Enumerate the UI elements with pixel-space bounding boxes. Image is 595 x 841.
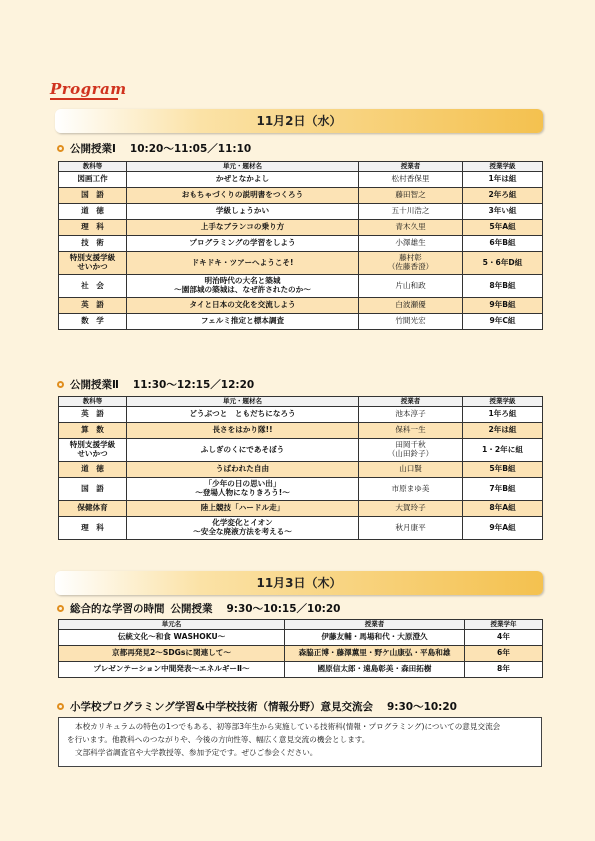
table-row bbox=[59, 501, 543, 517]
session1-heading bbox=[57, 141, 251, 156]
cell-title: 長さをはかり隊!! bbox=[127, 423, 359, 439]
session4-title: 小学校プログラミング学習&中学校技術（情報分野）意見交流会 bbox=[70, 701, 373, 713]
cell-title: 陸上競技「ハードル走」 bbox=[127, 501, 359, 517]
day1-title: 11月2日（水） bbox=[256, 114, 342, 128]
table-row bbox=[59, 188, 543, 204]
column-header: 教科等 bbox=[59, 397, 127, 407]
table-row bbox=[59, 204, 543, 220]
cell-teacher: 片山和政 bbox=[359, 275, 463, 298]
cell-title: かぜとなかよし bbox=[127, 172, 359, 188]
cell-class: 2年ろ組 bbox=[463, 188, 543, 204]
note-line: を行います。他教科へのつながりや、今後の方向性等、幅広く意見交流の機会とします。 bbox=[67, 735, 370, 744]
cell-title: 京都再発見2〜SDGsに関連して〜 bbox=[59, 646, 285, 662]
cell-subject: 英 語 bbox=[59, 298, 127, 314]
cell-class: 8年A組 bbox=[463, 501, 543, 517]
cell-title: プログラミングの学習をしよう bbox=[127, 236, 359, 252]
table-row bbox=[59, 517, 543, 540]
cell-title: プレゼンテーション中間発表〜エネルギーⅡ〜 bbox=[59, 662, 285, 678]
cell-class: 9年B組 bbox=[463, 298, 543, 314]
table-header-row bbox=[59, 397, 543, 407]
cell-title: フェルミ推定と標本調査 bbox=[127, 314, 359, 330]
cell-teacher: 竹間光宏 bbox=[359, 314, 463, 330]
cell-teacher: 保科一生 bbox=[359, 423, 463, 439]
circle-bullet-icon bbox=[57, 145, 64, 152]
cell-grade: 4年 bbox=[465, 630, 543, 646]
program-heading: Program bbox=[50, 80, 127, 98]
column-header: 単元名 bbox=[59, 620, 285, 630]
cell-title: ふしぎのくにであそぼう bbox=[127, 439, 359, 462]
note-line: 文部科学省調査官や大学教授等、参加予定です。ぜひご参会ください。 bbox=[75, 748, 318, 757]
cell-title: 学級しょうかい bbox=[127, 204, 359, 220]
session2-time: 11:30〜12:15／12:20 bbox=[132, 379, 255, 391]
cell-teacher: 小澤雄生 bbox=[359, 236, 463, 252]
table-row bbox=[59, 407, 543, 423]
table-row bbox=[59, 220, 543, 236]
cell-subject: 保健体育 bbox=[59, 501, 127, 517]
table-row bbox=[59, 172, 543, 188]
session1-time: 10:20〜11:05／11:10 bbox=[129, 143, 252, 155]
cell-class: 5・6年D組 bbox=[463, 252, 543, 275]
session3-table bbox=[58, 619, 543, 678]
table-row bbox=[59, 252, 543, 275]
column-header: 単元・題材名 bbox=[127, 162, 359, 172]
session4-time: 9:30〜10:20 bbox=[386, 701, 457, 713]
cell-subject: 理 科 bbox=[59, 517, 127, 540]
cell-subject: 英 語 bbox=[59, 407, 127, 423]
table-row bbox=[59, 236, 543, 252]
cell-title: うばわれた自由 bbox=[127, 462, 359, 478]
cell-title: どうぶつと ともだちになろう bbox=[127, 407, 359, 423]
circle-bullet-icon bbox=[57, 605, 64, 612]
cell-class: 1年は組 bbox=[463, 172, 543, 188]
table-row bbox=[59, 662, 543, 678]
table-header-row bbox=[59, 162, 543, 172]
table-row bbox=[59, 439, 543, 462]
cell-teacher: 藤田智之 bbox=[359, 188, 463, 204]
cell-teacher: 田岡千秋 （山田鈴子） bbox=[359, 439, 463, 462]
table-row bbox=[59, 314, 543, 330]
cell-teacher: 大賀玲子 bbox=[359, 501, 463, 517]
session1-title: 公開授業Ⅰ bbox=[70, 143, 116, 155]
cell-class: 9年C組 bbox=[463, 314, 543, 330]
session3-time: 9:30〜10:15／10:20 bbox=[226, 603, 341, 615]
column-header: 授業学級 bbox=[463, 162, 543, 172]
cell-teacher: 松村香保里 bbox=[359, 172, 463, 188]
cell-grade: 6年 bbox=[465, 646, 543, 662]
cell-subject: 数 学 bbox=[59, 314, 127, 330]
session2-heading bbox=[57, 377, 254, 392]
cell-class: 9年A組 bbox=[463, 517, 543, 540]
table-header-row bbox=[59, 620, 543, 630]
cell-subject: 特別支援学級 せいかつ bbox=[59, 252, 127, 275]
cell-class: 7年B組 bbox=[463, 478, 543, 501]
cell-teacher: 青木久里 bbox=[359, 220, 463, 236]
session3-heading bbox=[57, 601, 340, 616]
cell-class: 8年B組 bbox=[463, 275, 543, 298]
cell-title: おもちゃづくりの説明書をつくろう bbox=[127, 188, 359, 204]
cell-teacher: 國原信太郎・遠島彰美・森田拓樹 bbox=[285, 662, 465, 678]
cell-title: 伝統文化〜和食 WASHOKU〜 bbox=[59, 630, 285, 646]
cell-subject: 特別支援学級 せいかつ bbox=[59, 439, 127, 462]
cell-subject: 道 徳 bbox=[59, 204, 127, 220]
session1-table bbox=[58, 161, 543, 330]
day1-banner bbox=[55, 109, 543, 133]
cell-teacher: 藤村彰 （佐藤香澄） bbox=[359, 252, 463, 275]
cell-subject: 国 語 bbox=[59, 188, 127, 204]
table-row bbox=[59, 646, 543, 662]
table-row bbox=[59, 630, 543, 646]
column-header: 授業学級 bbox=[463, 397, 543, 407]
cell-teacher: 山口賢 bbox=[359, 462, 463, 478]
session3-subtitle: 公開授業 bbox=[170, 603, 213, 615]
cell-title: 化学変化とイオン 〜安全な廃液方法を考える〜 bbox=[127, 517, 359, 540]
table-row bbox=[59, 423, 543, 439]
cell-class: 6年B組 bbox=[463, 236, 543, 252]
column-header: 授業学年 bbox=[465, 620, 543, 630]
cell-teacher: 五十川浩之 bbox=[359, 204, 463, 220]
column-header: 授業者 bbox=[285, 620, 465, 630]
circle-bullet-icon bbox=[57, 703, 64, 710]
cell-teacher: 森脇正博・藤澤薫里・野ケ山康弘・平島和雄 bbox=[285, 646, 465, 662]
day2-title: 11月3日（木） bbox=[256, 576, 342, 590]
cell-teacher: 伊藤友輔・馬場和代・大原澄久 bbox=[285, 630, 465, 646]
cell-class: 5年B組 bbox=[463, 462, 543, 478]
cell-subject: 国 語 bbox=[59, 478, 127, 501]
cell-subject: 算 数 bbox=[59, 423, 127, 439]
session4-note bbox=[58, 717, 542, 767]
cell-title: タイと日本の文化を交流しよう bbox=[127, 298, 359, 314]
cell-subject: 図画工作 bbox=[59, 172, 127, 188]
session2-title: 公開授業Ⅱ bbox=[70, 379, 119, 391]
day2-banner bbox=[55, 571, 543, 595]
table-row bbox=[59, 298, 543, 314]
column-header: 単元・題材名 bbox=[127, 397, 359, 407]
table-row bbox=[59, 478, 543, 501]
cell-title: 「少年の日の思い出」 〜登場人物になりきろう!〜 bbox=[127, 478, 359, 501]
cell-subject: 理 科 bbox=[59, 220, 127, 236]
cell-class: 3年い組 bbox=[463, 204, 543, 220]
column-header: 教科等 bbox=[59, 162, 127, 172]
column-header: 授業者 bbox=[359, 397, 463, 407]
table-row bbox=[59, 275, 543, 298]
cell-class: 1・2年に組 bbox=[463, 439, 543, 462]
cell-class: 2年は組 bbox=[463, 423, 543, 439]
column-header: 授業者 bbox=[359, 162, 463, 172]
cell-class: 1年ろ組 bbox=[463, 407, 543, 423]
cell-title: ドキドキ・ツアーへようこそ! bbox=[127, 252, 359, 275]
cell-subject: 技 術 bbox=[59, 236, 127, 252]
cell-class: 5年A組 bbox=[463, 220, 543, 236]
cell-teacher: 市原まゆ美 bbox=[359, 478, 463, 501]
note-line: 本校カリキュラムの特色の1つでもある、初等部3年生から実施している技術科(情報・プログラミング)についての意見交流会 bbox=[75, 722, 501, 731]
cell-title: 上手なブランコの乗り方 bbox=[127, 220, 359, 236]
cell-teacher: 池本淳子 bbox=[359, 407, 463, 423]
cell-title: 明治時代の大名と築城 〜園部城の築城は、なぜ許されたのか〜 bbox=[127, 275, 359, 298]
cell-teacher: 白波瀬優 bbox=[359, 298, 463, 314]
cell-teacher: 秋月康平 bbox=[359, 517, 463, 540]
circle-bullet-icon bbox=[57, 381, 64, 388]
cell-subject: 道 徳 bbox=[59, 462, 127, 478]
table-row bbox=[59, 462, 543, 478]
cell-subject: 社 会 bbox=[59, 275, 127, 298]
session4-heading bbox=[57, 699, 457, 714]
session3-title: 総合的な学習の時間 bbox=[70, 603, 165, 615]
session2-table bbox=[58, 396, 543, 540]
cell-grade: 8年 bbox=[465, 662, 543, 678]
program-underline bbox=[50, 98, 118, 100]
